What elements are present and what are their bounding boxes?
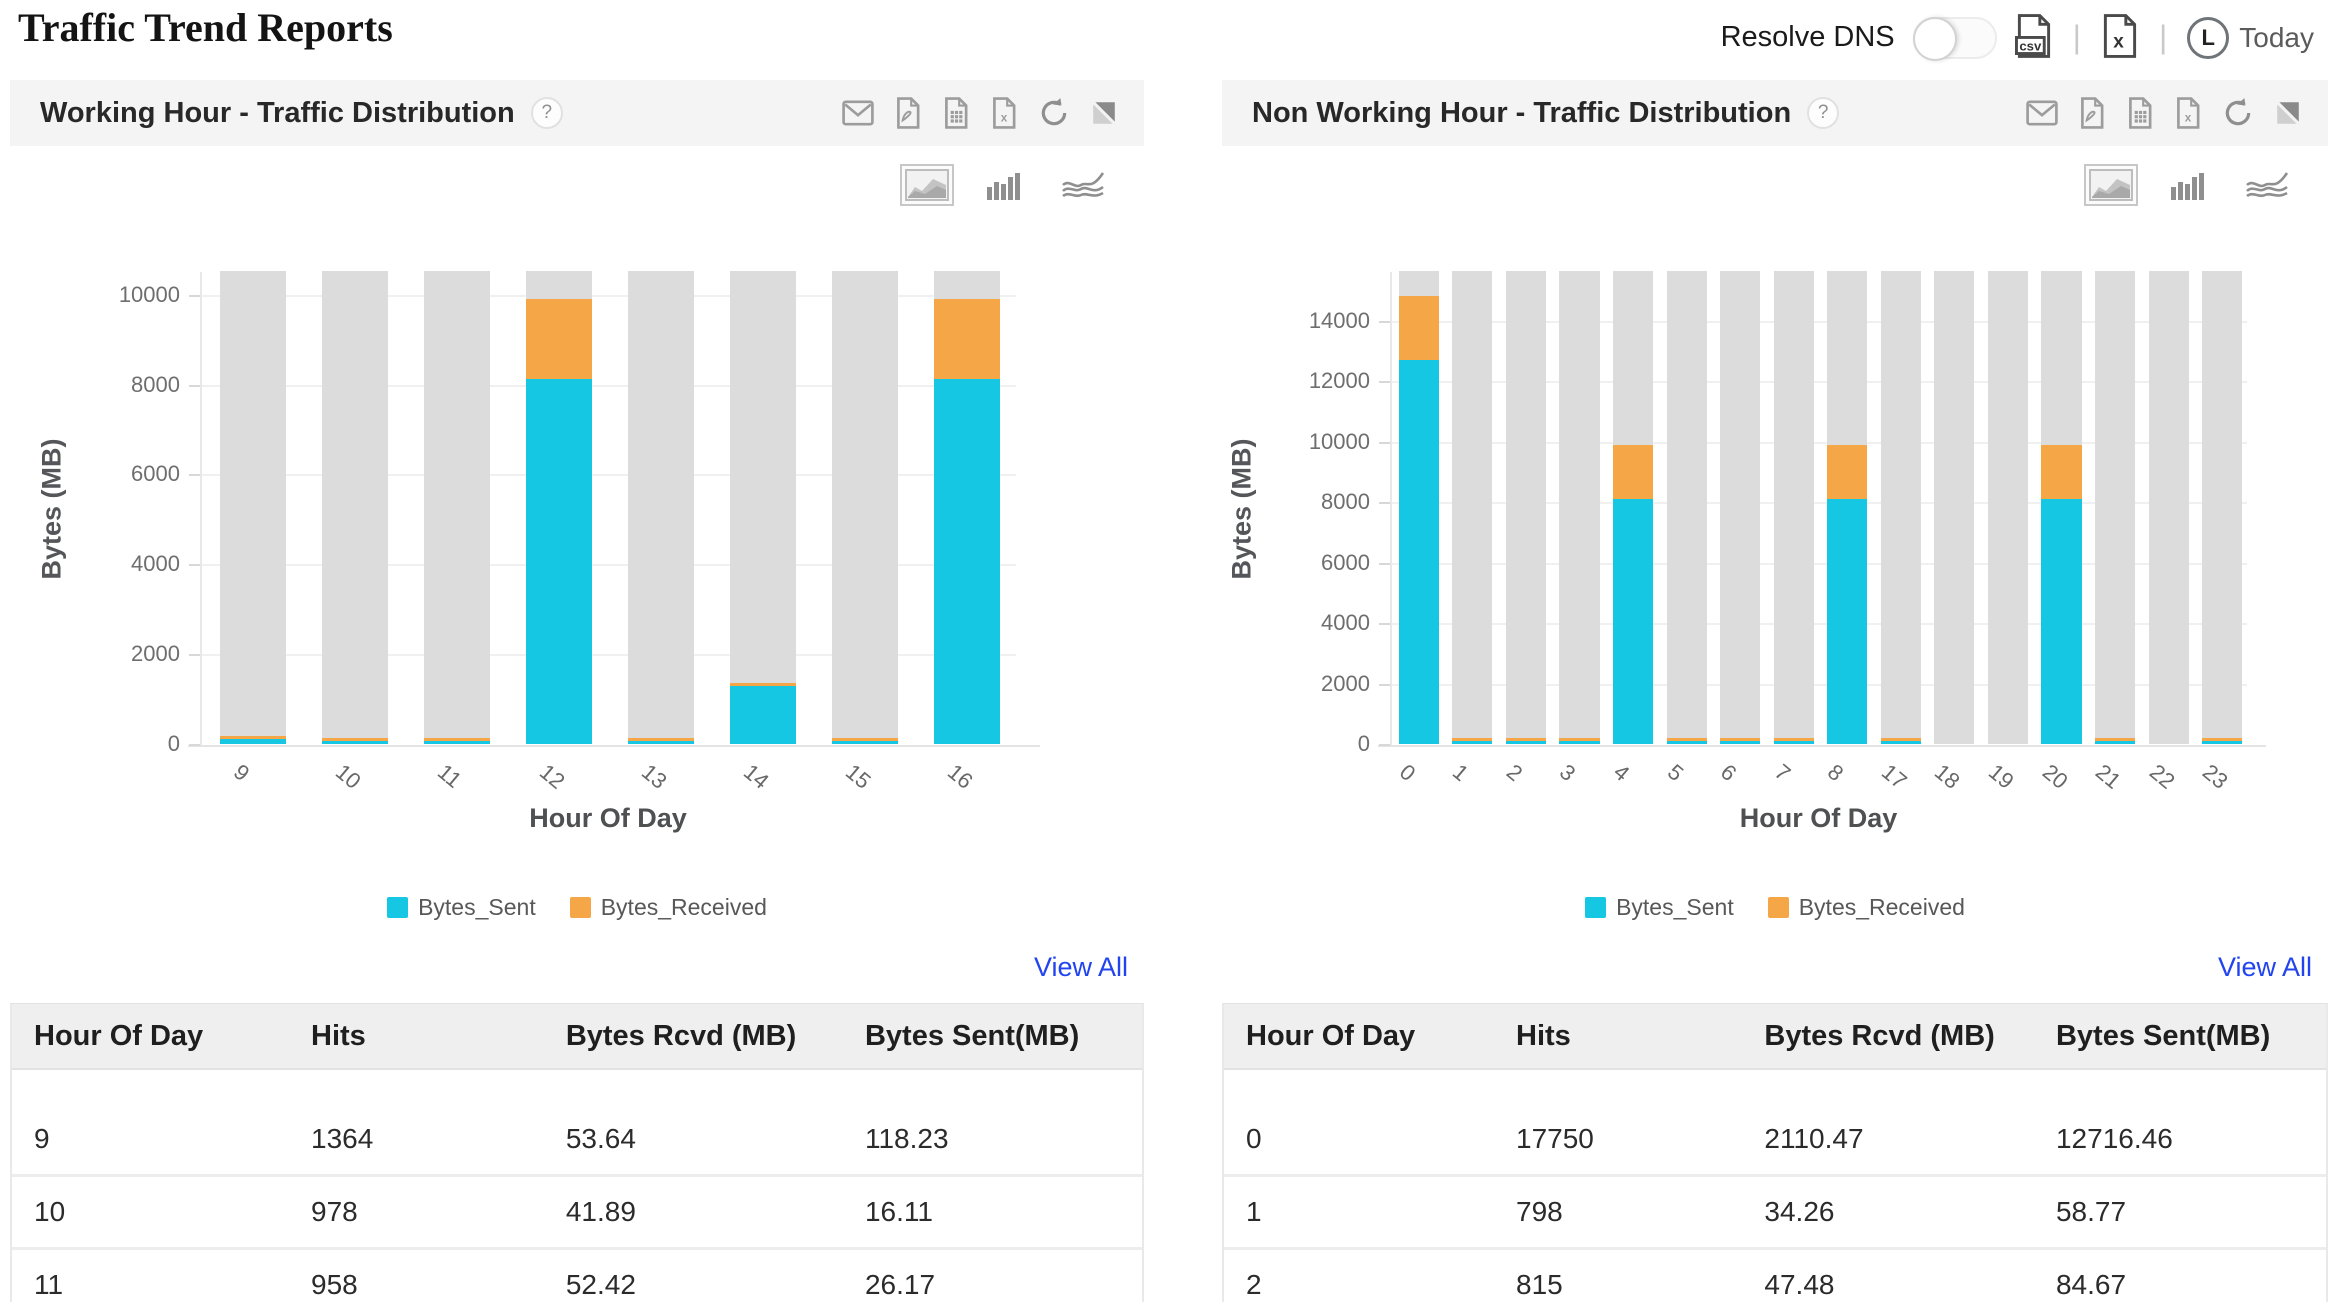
y-tick-label: 0 xyxy=(1357,731,1370,756)
bar-bytes-received xyxy=(730,683,796,686)
refresh-button[interactable] xyxy=(2222,97,2254,129)
tick-mark xyxy=(1379,684,1390,686)
col-bytes-rcvd: Bytes Rcvd (MB) xyxy=(1764,1019,1995,1052)
col-hour-of-day: Hour Of Day xyxy=(1246,1019,1416,1052)
y-tick-label: 2000 xyxy=(1321,670,1370,696)
tick-mark xyxy=(189,385,200,387)
table-cell: 58.77 xyxy=(2055,1196,2127,1227)
bar-bytes-sent xyxy=(1881,741,1921,744)
bar-bytes-received xyxy=(1667,738,1707,741)
excel-file-icon xyxy=(2101,14,2139,61)
table-row xyxy=(12,1104,1142,1177)
y-tick-label: 6000 xyxy=(131,461,180,487)
email-icon xyxy=(842,100,874,126)
x-tick-label: 3 xyxy=(1555,759,1581,787)
y-tick-label: 2000 xyxy=(131,641,180,667)
bar-bytes-received xyxy=(526,299,592,379)
x-tick-label: 1 xyxy=(1448,759,1474,787)
tick-mark xyxy=(1379,744,1390,746)
col-bytes-sent: Bytes Sent(MB) xyxy=(864,1019,1080,1052)
bar-bytes-sent xyxy=(1506,741,1546,744)
bar-bytes-sent xyxy=(832,741,898,744)
time-range-button[interactable] xyxy=(2187,17,2314,59)
separator: | xyxy=(2072,19,2081,55)
bar-background xyxy=(1667,271,1707,744)
excel-panel-export-button[interactable] xyxy=(990,97,1018,129)
x-tick-label: 12 xyxy=(534,759,570,794)
panel-header xyxy=(1222,80,2328,146)
table-row xyxy=(1224,1177,2326,1250)
bar-chart-button[interactable] xyxy=(980,164,1030,206)
table-cell: 84.67 xyxy=(2055,1269,2127,1300)
col-hits: Hits xyxy=(311,1019,366,1052)
tick-mark xyxy=(189,744,200,746)
bar-bytes-received xyxy=(424,738,490,741)
y-tick-label: 4000 xyxy=(131,551,180,577)
x-tick-label: 18 xyxy=(1930,759,1966,794)
bar-background xyxy=(730,271,796,744)
email-report-button[interactable] xyxy=(842,100,874,126)
bar-bytes-received xyxy=(1559,738,1599,741)
table-cell: 47.48 xyxy=(1764,1269,1835,1300)
bytes-received-swatch xyxy=(570,897,591,918)
bar-background xyxy=(1559,271,1599,744)
bar-bytes-sent xyxy=(730,686,796,744)
table-row xyxy=(1224,1250,2326,1302)
bar-background xyxy=(220,271,286,744)
table-cell: 10 xyxy=(34,1196,66,1227)
bar-bytes-received xyxy=(2041,445,2081,499)
y-tick-label: 12000 xyxy=(1308,368,1370,394)
refresh-button[interactable] xyxy=(1038,97,1070,129)
bar-background xyxy=(1774,271,1814,744)
x-tick-label: 19 xyxy=(1983,759,2019,794)
tick-mark xyxy=(189,564,200,566)
table-header-row xyxy=(12,1004,1142,1070)
bytes-received-swatch xyxy=(1768,897,1789,918)
bar-background xyxy=(2095,271,2135,744)
table-cell: 41.89 xyxy=(565,1196,636,1227)
x-tick-label: 5 xyxy=(1662,759,1688,787)
bar-bytes-sent xyxy=(1720,741,1760,744)
table-row xyxy=(12,1177,1142,1250)
y-tick-label: 4000 xyxy=(1321,610,1370,636)
bar-bytes-sent xyxy=(220,739,286,744)
area-chart-button[interactable] xyxy=(900,164,954,206)
separator: | xyxy=(2158,19,2168,55)
col-bytes-sent: Bytes Sent(MB) xyxy=(2055,1019,2271,1052)
tick-mark xyxy=(189,295,200,297)
bar-bytes-received xyxy=(1613,445,1653,499)
table-row xyxy=(1224,1104,2326,1177)
bar-bytes-received xyxy=(1774,738,1814,741)
x-tick-label: 22 xyxy=(2144,759,2180,794)
table-cell: 16.11 xyxy=(864,1196,933,1227)
panels-container xyxy=(0,80,2328,1302)
svg-text:csv: csv xyxy=(2019,38,2041,54)
table-cell: 978 xyxy=(311,1196,358,1227)
chart-legend xyxy=(10,892,1144,922)
table-cell: 17750 xyxy=(1516,1123,1594,1154)
table-cell: 11 xyxy=(34,1269,64,1300)
csv-file-icon xyxy=(2015,14,2053,61)
panel-title: Working Hour - Traffic Distribution xyxy=(40,96,515,129)
x-tick-label: 16 xyxy=(942,759,978,794)
y-tick-label: 10000 xyxy=(118,281,180,307)
email-report-button[interactable] xyxy=(2026,100,2058,126)
legend-item xyxy=(387,894,536,921)
csv-export-button[interactable] xyxy=(2015,14,2053,61)
topbar xyxy=(0,0,2328,80)
bar-bytes-sent xyxy=(2095,741,2135,744)
table-body xyxy=(1224,1070,2326,1302)
panel-header xyxy=(10,80,1144,146)
bytes-sent-swatch xyxy=(1585,897,1606,918)
bar-bytes-sent xyxy=(934,379,1000,744)
chart-type-toolbar xyxy=(10,162,1110,208)
x-axis-title: Hour Of Day xyxy=(529,803,687,833)
bar-bytes-sent xyxy=(1667,741,1707,744)
bar-background xyxy=(1452,271,1492,744)
x-tick-label: 11 xyxy=(432,759,467,793)
bar-bytes-received xyxy=(1827,445,1867,499)
bar-bytes-sent xyxy=(424,741,490,744)
spreadsheet-export-icon xyxy=(2126,97,2154,129)
table-cell: 2 xyxy=(1246,1269,1262,1300)
bar-bytes-received xyxy=(322,738,388,741)
tick-mark xyxy=(1379,442,1390,444)
expand-icon xyxy=(2274,99,2302,127)
line-chart-button[interactable] xyxy=(2240,164,2294,206)
table-header-row xyxy=(1224,1004,2326,1070)
pdf-export-button[interactable] xyxy=(894,97,922,129)
page-title: Traffic Trend Reports xyxy=(18,5,393,50)
table-cell: 798 xyxy=(1516,1196,1563,1227)
legend-item xyxy=(570,894,767,921)
bar-background xyxy=(424,271,490,744)
x-tick-label: 0 xyxy=(1394,759,1421,787)
tick-mark xyxy=(1379,502,1390,504)
bar-background xyxy=(1506,271,1546,744)
x-axis-line xyxy=(188,745,1040,747)
x-tick-label: 13 xyxy=(636,759,672,794)
tick-mark xyxy=(1379,321,1390,323)
table-cell: 52.42 xyxy=(565,1269,636,1300)
y-tick-label: 8000 xyxy=(131,371,180,397)
legend-label: Bytes_Received xyxy=(600,893,767,920)
chart-legend xyxy=(1222,892,2328,922)
spreadsheet-export-icon xyxy=(942,97,970,129)
working-hour-panel xyxy=(10,80,1144,1302)
x-tick-label: 15 xyxy=(840,759,876,794)
table-cell: 34.26 xyxy=(1764,1196,1835,1227)
bytes-sent-swatch xyxy=(387,897,408,918)
bar-bytes-sent xyxy=(322,741,388,744)
y-tick-label: 8000 xyxy=(1321,489,1370,515)
area-chart-button[interactable] xyxy=(2084,164,2138,206)
panel-header-icons xyxy=(2026,97,2302,129)
bar-bytes-sent xyxy=(526,379,592,744)
y-tick-label: 6000 xyxy=(1321,549,1370,575)
y-tick-label: 0 xyxy=(167,731,180,756)
bar-background xyxy=(2202,271,2242,744)
x-tick-label: 23 xyxy=(2198,759,2233,794)
help-icon[interactable]: ? xyxy=(1807,97,1839,129)
y-axis-title: Bytes (MB) xyxy=(36,437,67,580)
bar-bytes-sent xyxy=(1774,741,1814,744)
legend-label: Bytes_Received xyxy=(1798,893,1965,920)
bar-bytes-received xyxy=(2202,738,2242,741)
excel-export-icon xyxy=(990,97,1018,129)
plot-area xyxy=(1390,272,2247,745)
col-hits: Hits xyxy=(1516,1019,1571,1052)
x-tick-label: 21 xyxy=(2091,759,2126,794)
tick-mark xyxy=(189,654,200,656)
legend-label: Bytes_Sent xyxy=(1616,893,1734,920)
x-axis-title: Hour Of Day xyxy=(1739,803,1898,833)
svg-text:x: x xyxy=(1000,111,1008,125)
legend-item xyxy=(1768,894,1965,921)
refresh-icon xyxy=(1038,97,1070,129)
table-cell: 2110.47 xyxy=(1764,1123,1864,1154)
table-cell: 118.23 xyxy=(864,1123,949,1154)
chart-type-toolbar xyxy=(1222,162,2294,208)
panel-title: Non Working Hour - Traffic Distribution xyxy=(1252,96,1792,129)
bar-background xyxy=(2149,271,2189,744)
non-working-hour-table xyxy=(1222,1003,2328,1302)
table-cell: 12716.46 xyxy=(2055,1123,2173,1154)
x-tick-label: 14 xyxy=(738,759,774,794)
expand-button[interactable] xyxy=(1090,99,1118,127)
table-cell: 0 xyxy=(1246,1123,1262,1154)
resolve-dns-toggle[interactable] xyxy=(1913,17,1997,59)
x-tick-label: 6 xyxy=(1716,759,1742,787)
x-tick-label: 9 xyxy=(228,759,255,787)
view-all-link[interactable]: View All xyxy=(2217,952,2312,982)
spreadsheet-export-button[interactable] xyxy=(2126,97,2154,129)
x-tick-label: 2 xyxy=(1501,759,1528,787)
table-cell: 9 xyxy=(34,1123,50,1154)
col-bytes-rcvd: Bytes Rcvd (MB) xyxy=(565,1019,797,1052)
x-tick-label: 7 xyxy=(1769,759,1796,787)
non-working-hour-chart xyxy=(1222,208,2328,848)
bar-bytes-sent xyxy=(2041,499,2081,744)
line-chart-button[interactable] xyxy=(1056,164,1110,206)
bar-bytes-received xyxy=(1881,738,1921,741)
plot-area xyxy=(200,272,1016,745)
bar-bytes-sent xyxy=(1827,499,1867,744)
bar-bytes-received xyxy=(1452,738,1492,741)
x-tick-label: 4 xyxy=(1608,759,1635,787)
pdf-export-icon xyxy=(2078,97,2106,129)
bar-bytes-received xyxy=(934,299,1000,379)
pdf-export-icon xyxy=(894,97,922,129)
tick-mark xyxy=(1379,563,1390,565)
refresh-icon xyxy=(2222,97,2254,129)
bar-bytes-received xyxy=(832,738,898,741)
excel-export-button[interactable] xyxy=(2101,14,2139,61)
view-all-link[interactable]: View All xyxy=(1033,952,1128,982)
table-cell: 815 xyxy=(1516,1269,1563,1300)
x-tick-label: 20 xyxy=(2037,759,2073,794)
bar-background xyxy=(322,271,388,744)
time-range-label: Today xyxy=(2239,21,2314,53)
bar-background xyxy=(628,271,694,744)
x-axis-line xyxy=(1378,745,2266,747)
x-tick-label: 10 xyxy=(330,759,366,794)
bar-bytes-received xyxy=(220,736,286,739)
bar-bytes-received xyxy=(1506,738,1546,741)
email-icon xyxy=(2026,100,2058,126)
y-axis-title: Bytes (MB) xyxy=(1226,437,1257,580)
bar-background xyxy=(1881,271,1921,744)
panel-header-icons xyxy=(842,97,1118,129)
tick-mark xyxy=(1379,623,1390,625)
bar-bytes-sent xyxy=(2202,741,2242,744)
tick-mark xyxy=(189,474,200,476)
bar-chart-button[interactable] xyxy=(2164,164,2214,206)
svg-text:x: x xyxy=(2113,31,2124,53)
x-tick-label: 17 xyxy=(1876,759,1912,794)
bar-bytes-sent xyxy=(1452,741,1492,744)
expand-icon xyxy=(1090,99,1118,127)
bar-bytes-received xyxy=(1720,738,1760,741)
bar-background xyxy=(1934,271,1974,744)
resolve-dns-label: Resolve DNS xyxy=(1720,21,1895,53)
bar-bytes-sent xyxy=(1613,499,1653,744)
legend-label: Bytes_Sent xyxy=(418,893,536,920)
clock-l-icon: L xyxy=(2187,17,2229,59)
col-hour-of-day: Hour Of Day xyxy=(34,1019,204,1052)
table-cell: 26.17 xyxy=(864,1269,936,1300)
bar-bytes-sent xyxy=(1559,741,1599,744)
bar-bytes-received xyxy=(628,738,694,741)
x-tick-label: 8 xyxy=(1823,759,1849,787)
working-hour-chart xyxy=(10,208,1144,848)
table-cell: 1364 xyxy=(311,1123,374,1154)
bar-background xyxy=(1988,271,2028,744)
pdf-export-button[interactable] xyxy=(2078,97,2106,129)
spreadsheet-export-button[interactable] xyxy=(942,97,970,129)
svg-text:x: x xyxy=(2184,111,2192,125)
help-icon[interactable]: ? xyxy=(531,97,563,129)
bar-bytes-received xyxy=(2095,738,2135,741)
expand-button[interactable] xyxy=(2274,99,2302,127)
non-working-hour-panel xyxy=(1222,80,2328,1302)
bar-bytes-received xyxy=(1399,296,1439,360)
y-tick-label: 10000 xyxy=(1308,428,1370,454)
table-body xyxy=(12,1070,1142,1302)
bar-background xyxy=(1720,271,1760,744)
topbar-controls xyxy=(1721,14,2314,61)
excel-export-icon xyxy=(2174,97,2202,129)
table-cell: 1 xyxy=(1246,1196,1262,1227)
tick-mark xyxy=(1379,381,1390,383)
bar-bytes-sent xyxy=(1399,360,1439,744)
bar-bytes-sent xyxy=(628,741,694,744)
table-cell: 53.64 xyxy=(565,1123,636,1154)
table-row xyxy=(12,1250,1142,1302)
working-hour-table xyxy=(10,1003,1144,1302)
y-tick-label: 14000 xyxy=(1308,307,1370,333)
table-cell: 958 xyxy=(311,1269,358,1300)
bar-background xyxy=(832,271,898,744)
toggle-knob xyxy=(1913,17,1957,61)
legend-item xyxy=(1585,894,1734,921)
excel-panel-export-button[interactable] xyxy=(2174,97,2202,129)
